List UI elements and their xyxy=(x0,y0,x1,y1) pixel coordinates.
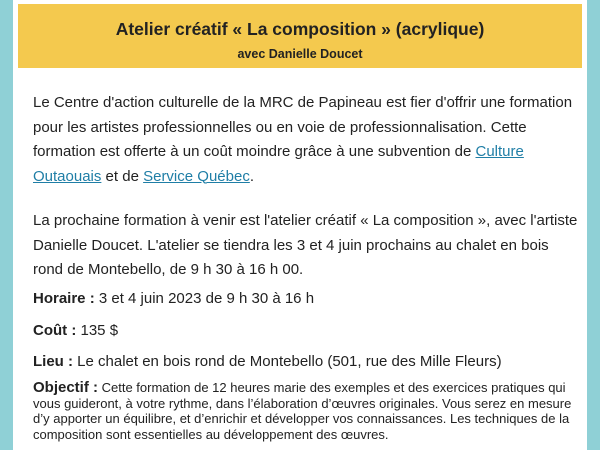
objectif-value: Cette formation de 12 heures marie des exemples et des exercices pratiques qui vous guideront, à votre rythme, dans l’élaboration d’œuvres originales. Vous serez en mesure d’y apporter un équilibre, et d’enrichir et développer vos connaissances. Les techniques de la composition sont essentielles au développement des œuvres. xyxy=(33,380,572,442)
intro-text-2: et de xyxy=(101,167,144,185)
cout-row xyxy=(33,322,581,339)
lieu-label: Lieu : xyxy=(33,353,73,370)
horaire-value: 3 et 4 juin 2023 de 9 h 30 à 16 h xyxy=(94,290,315,307)
culture-outaouais-link[interactable]: Culture Outaouais xyxy=(33,143,524,185)
service-quebec-link[interactable]: Service Québec xyxy=(143,167,250,185)
horaire-row xyxy=(33,290,581,307)
intro-text-3: . xyxy=(249,167,254,185)
cout-value: 135 $ xyxy=(76,322,119,339)
title-banner xyxy=(18,4,582,68)
page-title: Atelier créatif « La composition » (acrylique) xyxy=(115,19,485,39)
newsletter-card xyxy=(13,0,587,450)
cout-label: Coût : xyxy=(33,322,77,339)
intro-paragraph xyxy=(33,91,581,189)
announcement-paragraph: La prochaine formation à venir est l'atelier créatif « La composition », avec l'artiste Danielle Doucet. L'atelier se tiendra les 3 et 4 juin prochains au chalet en bois rond de Montebello, de 9 h 30 à 16 h 00. xyxy=(33,212,578,278)
lieu-value: Le chalet en bois rond de Montebello (501, rue des Mille Fleurs) xyxy=(73,353,502,370)
page-subtitle: avec Danielle Doucet xyxy=(237,47,363,61)
horaire-label: Horaire : xyxy=(33,290,95,307)
objectif-paragraph xyxy=(33,380,581,442)
intro-text-1: Le Centre d'action culturelle de la MRC de Papineau est fier d'offrir une formation pour les artistes professionnelles ou en voie de professionnalisation. Cette formation est offerte à un coût moindre grâce à une subvention de xyxy=(33,94,573,160)
lieu-row xyxy=(33,353,581,370)
objectif-label: Objectif : xyxy=(33,379,99,396)
